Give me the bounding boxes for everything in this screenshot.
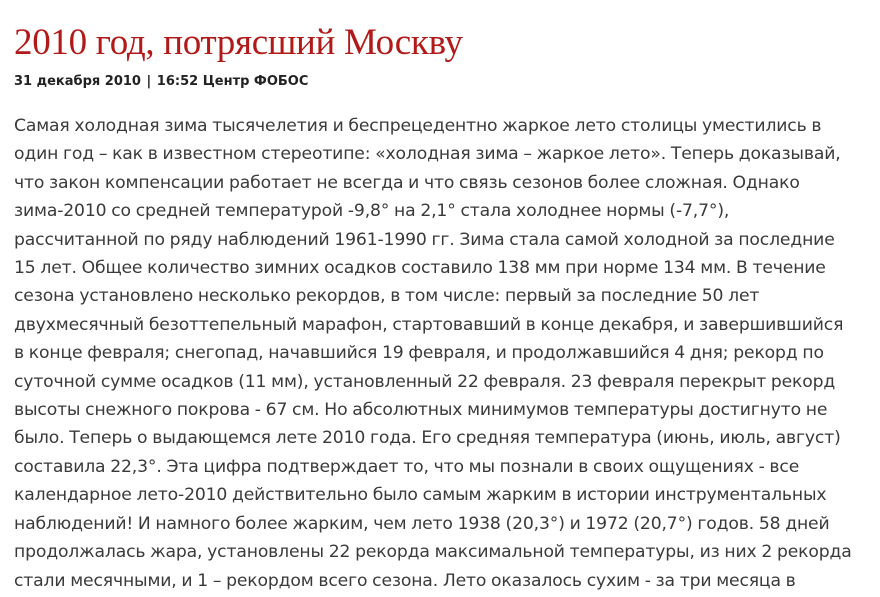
body-line: в конце февраля; снегопад, начавшийся 19 февраля, и продолжавшийся 4 дня; рекорд по	[14, 343, 824, 364]
body-line: наблюдений! И намного более жарким, чем лето 1938 (20,3°) и 1972 (20,7°) годов. 58 дней	[14, 513, 830, 534]
meta-separator: |	[146, 74, 152, 89]
article-meta	[14, 73, 864, 91]
body-line: двухмесячный безоттепельный марафон, стартовавший в конце декабря, и завершившийся	[14, 314, 844, 335]
body-line: суточной сумме осадков (11 мм), установленный 22 февраля. 23 февраля перекрыт рекорд	[14, 371, 836, 392]
body-line: 15 лет. Общее количество зимних осадков составило 138 мм при норме 134 мм. В течение	[14, 258, 826, 279]
body-line: рассчитанной по ряду наблюдений 1961-1990 гг. Зима стала самой холодной за последние	[14, 229, 835, 250]
body-line: один год – как в известном стереотипе: «холодная зима – жаркое лето». Теперь доказывай,	[14, 144, 841, 165]
body-line: высоты снежного покрова - 67 см. Но абсолютных минимумов температуры достигнуто не	[14, 400, 828, 421]
article-date: 31 декабря 2010	[14, 74, 141, 89]
body-line: стали месячными, и 1 – рекордом всего сезона. Лето оказалось сухим - за три месяца в	[14, 570, 796, 591]
article	[14, 0, 864, 595]
article-body	[14, 112, 864, 595]
body-line: календарное лето-2010 действительно было самым жарким в истории инструментальных	[14, 485, 827, 506]
article-time: 16:52	[156, 74, 199, 89]
body-line: зима-2010 со средней температурой -9,8° на 2,1° стала холоднее нормы (-7,7°),	[14, 201, 730, 222]
body-line: что закон компенсации работает не всегда и что связь сезонов более сложная. Однако	[14, 172, 800, 193]
body-line: продолжалась жара, установлены 22 рекорда максимальной температуры, из них 2 рекорда	[14, 542, 852, 563]
body-line: составила 22,3°. Эта цифра подтверждает то, что мы познали в своих ощущениях - все	[14, 456, 800, 477]
body-line: сезона установлено несколько рекордов, в том числе: первый за последние 50 лет	[14, 286, 760, 307]
article-title: 2010 год, потрясший Москву	[14, 22, 463, 63]
article-source: Центр ФОБОС	[202, 74, 309, 89]
body-line: Самая холодная зима тысячелетия и беспрецедентно жаркое лето столицы уместились в	[14, 116, 822, 136]
body-line: было. Теперь о выдающемся лете 2010 года. Его средняя температура (июнь, июль, август)	[14, 428, 841, 449]
